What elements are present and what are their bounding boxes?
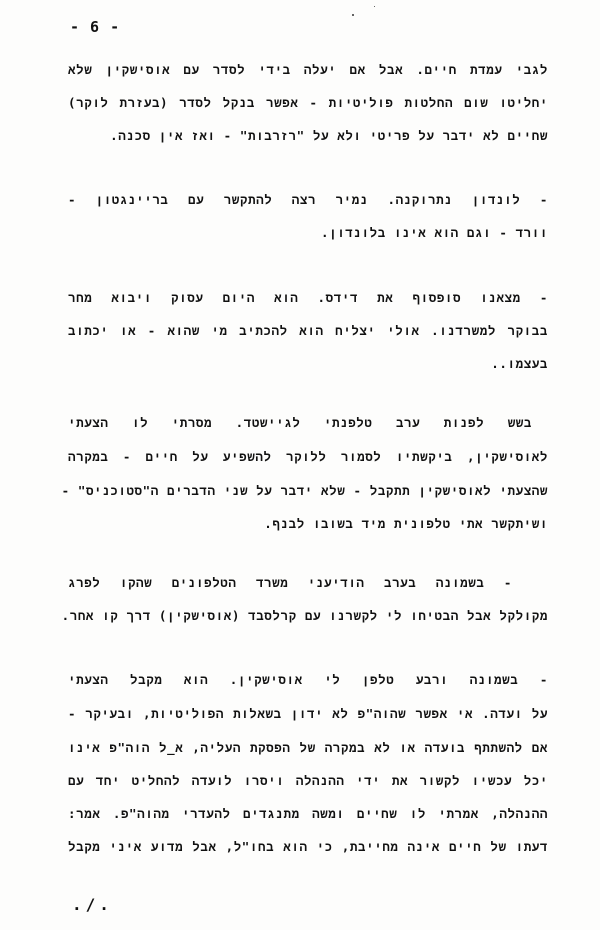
document-line: - בשמונה בערב הודיעני משרד הטלפונים שהקו לפרג [68,575,512,590]
document-line: בבוקר למשרדנו. אולי יצליח הוא להכתיב מי שהוא - או יכתוב [68,323,548,338]
document-line: דעתו של חיים אינה מחייבת, כי הוא בחו"ל, אבל מדוע איני מקבל [68,839,548,854]
document-line: יכל עכשיו לקשור את ידי ההנהלה ויסרו לועדה להחליט יחד עם [68,773,548,788]
document-line: וורד - וגם הוא אינו בלונדון. [320,225,548,240]
document-line: לגבי עמדת חיים. אבל אם יעלה בידי לסדר עם אוסישקין שלא [68,62,548,77]
continuation-mark: ./. [72,895,113,914]
speck-mark [374,6,375,7]
document-line: לאוסישקין, ביקשתיו לסמור ללוקר להשפיע על חיים - במקרה [68,449,548,464]
document-line: מקולקל אבל הבטיחו לי לקשרנו עם קרלסבד (אוסישקין) דרך קו אחר. [61,608,548,623]
document-line: יחליטו שום החלטות פוליטיות - אפשר בנקל לסדר (בעזרת לוקר) [68,95,548,110]
document-line: - מצאנו סופסוף את דידס. הוא היום עסוק ויבוא מחר [68,290,548,305]
page-number: - 6 - [70,18,121,36]
document-line: אם להשתתף בועדה או לא במקרה של הפסקת העליה, א_ל הוה"פ אינו [68,740,548,755]
document-line: בשש לפנות ערב טלפנתי לגיישטד. מסרתי לו הצעתי [68,415,532,430]
document-line: בעצמו.. [491,356,548,371]
speck-mark [352,14,354,16]
document-line: ההנהלה, אמרתי לו שחיים ומשה מתנגדים להעדרי מהוה"פ. אמר: [68,806,548,821]
document-line: - לונדון נתרוקנה. נמיר רצה להתקשר עם בריינגטון - [68,192,548,207]
document-line: - בשמונה ורבע טלפן לי אוסישקין. הוא מקבל הצעתי [68,672,548,687]
document-line: שהצעתי לאוסישקין תתקבל - שלא ידבר על שני הדברים ה"סטוכניס" - [61,483,548,498]
document-line: ושיתקשר אתי טלפונית מיד בשובו לבנף. [264,516,548,531]
document-line: שחיים לא ידבר על פריטי ולא על "רזרבות" - ואז אין סכנה. [110,128,548,143]
document-line: על ועדה. אי אפשר שהוה"פ לא ידון בשאלות הפוליטיות, ובעיקר - [68,706,548,721]
